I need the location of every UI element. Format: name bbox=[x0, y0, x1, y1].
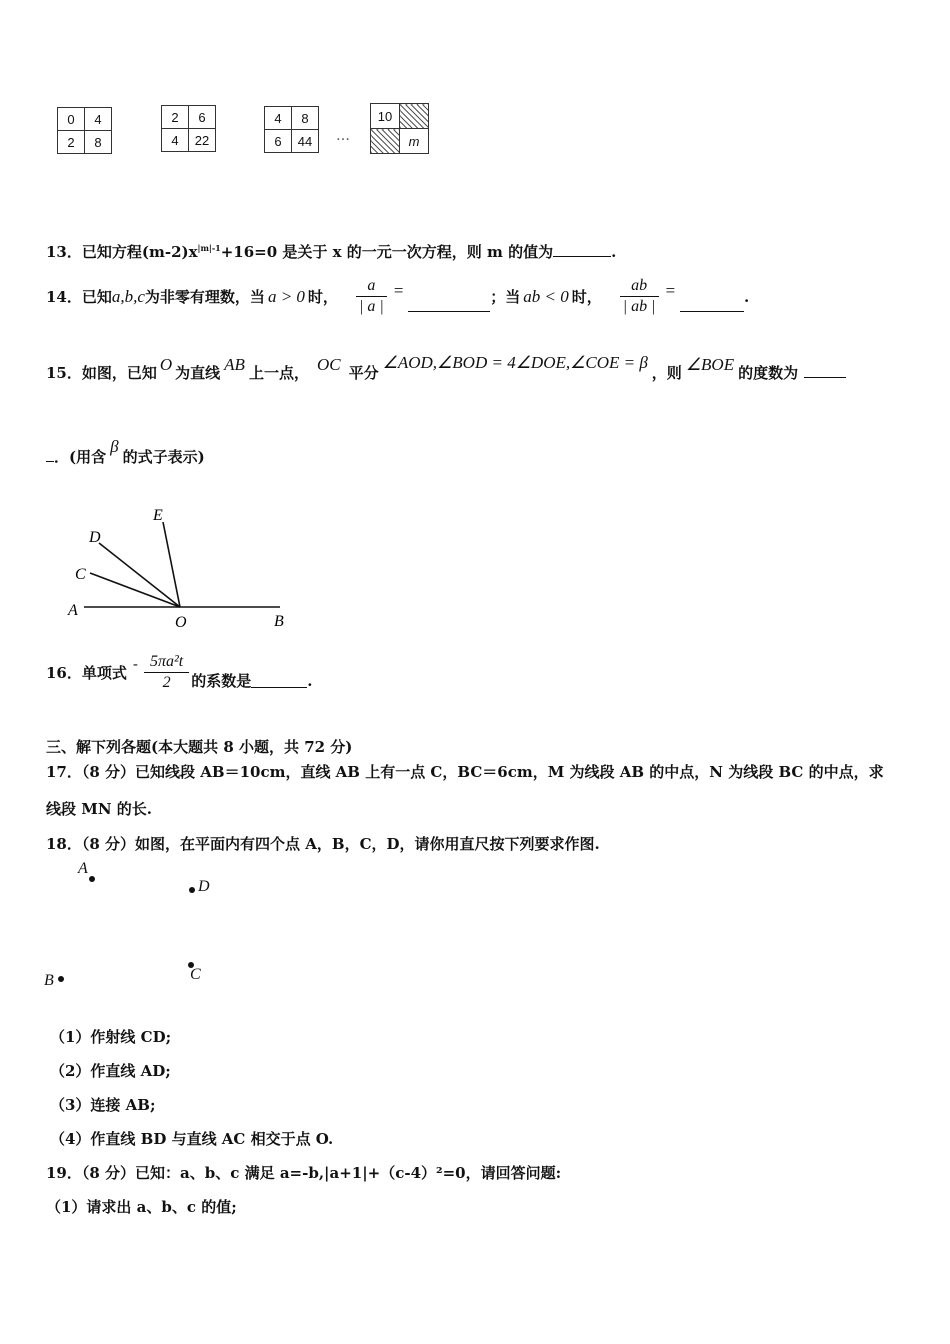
fraction-numerator: ab bbox=[620, 276, 659, 297]
point-label-A: A bbox=[78, 860, 88, 877]
q16-end: . bbox=[307, 671, 313, 690]
q18-item-1: （1）作射线 CD; bbox=[50, 1028, 172, 1046]
grid-cell: m bbox=[400, 129, 429, 154]
answer-blank[interactable] bbox=[46, 447, 54, 462]
point-label-D: D bbox=[198, 878, 210, 895]
angle-figure bbox=[60, 500, 300, 635]
q13-end: . bbox=[611, 243, 617, 261]
q14-fraction-1 bbox=[356, 276, 387, 317]
grid-cell: 6 bbox=[265, 130, 292, 153]
grid-cell: 4 bbox=[265, 107, 292, 130]
q14-lead: 14．已知 bbox=[46, 288, 112, 306]
grid-cell: 8 bbox=[85, 131, 112, 154]
q18-item-4: （4）作直线 BD 与直线 AC 相交于点 O. bbox=[50, 1130, 334, 1148]
grid-cell: 6 bbox=[189, 106, 216, 129]
question-15 bbox=[46, 353, 846, 383]
pattern-grid-2 bbox=[161, 105, 216, 152]
q15-lead: 15．如图，已知 bbox=[46, 364, 157, 382]
q18-item-2: （2）作直线 AD; bbox=[50, 1062, 171, 1080]
point-A-dot bbox=[89, 876, 95, 882]
q14-text: 时， bbox=[571, 288, 602, 306]
hatched-cell bbox=[371, 129, 400, 154]
hatched-cell bbox=[400, 104, 429, 129]
q16-lead: 16．单项式 bbox=[46, 664, 127, 682]
q15-line-AB: AB bbox=[224, 355, 245, 374]
q15-beta: β bbox=[110, 437, 119, 456]
question-19: 19．（8 分）已知：a、b、c 满足 a=-b,|a+1|+（c-4）²=0，请回答问题: bbox=[46, 1164, 562, 1182]
grid-cell: 10 bbox=[371, 104, 400, 129]
q15-angle-BOE: ∠BOE bbox=[685, 355, 735, 374]
answer-blank[interactable] bbox=[553, 242, 611, 257]
q13-text: 13．已知方程(m-2)x bbox=[46, 243, 198, 261]
q14-condition-1: a > 0 bbox=[267, 286, 305, 306]
point-D-dot bbox=[189, 887, 195, 893]
q15-text: 平分 bbox=[348, 364, 379, 382]
q14-text: 为非零有理数，当 bbox=[144, 288, 265, 306]
q14-text: ；当 bbox=[490, 288, 521, 306]
q19-item-1: （1）请求出 a、b、c 的值; bbox=[46, 1198, 237, 1216]
q15-point-O: O bbox=[159, 355, 173, 374]
fraction-denominator: | a | bbox=[358, 298, 384, 315]
question-16 bbox=[46, 652, 312, 693]
label-O: O bbox=[175, 614, 187, 631]
question-14 bbox=[46, 276, 749, 317]
fraction-numerator: 5πa²t bbox=[144, 652, 189, 673]
q15-text: ，则 bbox=[651, 364, 682, 382]
ray-OE bbox=[163, 522, 180, 607]
q15-ray-OC: OC bbox=[316, 355, 341, 374]
q13-tail: +16=0 是关于 x 的一元一次方程，则 m 的值为 bbox=[220, 243, 554, 261]
question-13 bbox=[46, 241, 616, 262]
label-E: E bbox=[153, 507, 163, 524]
q15-text: ．(用含 bbox=[54, 448, 107, 466]
question-15-line2 bbox=[46, 437, 205, 467]
question-17-line1: 17．（8 分）已知线段 AB＝10cm，直线 AB 上有一点 C，BC＝6cm，M 为线段 AB 的中点，N 为线段 BC 的中点，求 bbox=[46, 763, 884, 781]
q15-text: 为直线 bbox=[175, 364, 221, 382]
q18-item-3: （3）连接 AB; bbox=[50, 1096, 156, 1114]
pattern-grid-4 bbox=[370, 103, 429, 154]
label-C: C bbox=[75, 566, 86, 583]
q15-angles: ∠AOD,∠BOD = 4∠DOE,∠COE = β bbox=[382, 353, 648, 372]
grid-cell: 22 bbox=[189, 129, 216, 152]
grid-cell: 2 bbox=[58, 131, 85, 154]
q16-text: 的系数是 bbox=[191, 672, 252, 690]
grid-cell: 44 bbox=[292, 130, 319, 153]
ellipsis: … bbox=[336, 128, 350, 144]
question-17-line2: 线段 MN 的长. bbox=[46, 800, 152, 818]
point-label-B: B bbox=[44, 972, 54, 989]
points-figure bbox=[44, 860, 278, 990]
minus-sign: - bbox=[132, 654, 138, 673]
q15-text: 的式子表示) bbox=[122, 448, 205, 466]
answer-blank[interactable] bbox=[408, 297, 490, 312]
point-label-C: C bbox=[190, 966, 201, 983]
answer-blank[interactable] bbox=[804, 363, 846, 378]
q13-exponent: |m|-1 bbox=[197, 243, 221, 253]
fraction-denominator: 2 bbox=[162, 674, 171, 691]
q14-condition-2: ab < 0 bbox=[523, 286, 569, 306]
label-A: A bbox=[68, 602, 78, 619]
label-D: D bbox=[89, 529, 101, 546]
point-B-dot bbox=[58, 976, 64, 982]
fraction-numerator: a bbox=[356, 276, 387, 297]
grid-cell: 4 bbox=[85, 108, 112, 131]
answer-blank[interactable] bbox=[680, 297, 744, 312]
ray-OC bbox=[90, 573, 180, 607]
fraction-denominator: | ab | bbox=[622, 298, 656, 315]
grid-cell: 8 bbox=[292, 107, 319, 130]
equals-sign: = bbox=[392, 280, 405, 300]
q14-fraction-2 bbox=[620, 276, 659, 317]
label-B: B bbox=[274, 613, 284, 630]
q16-fraction bbox=[144, 652, 189, 693]
pattern-grid-1 bbox=[57, 107, 112, 154]
grid-cell: 2 bbox=[162, 106, 189, 129]
q15-text: 上一点， bbox=[248, 364, 309, 382]
grid-cell: 0 bbox=[58, 108, 85, 131]
question-18: 18．（8 分）如图，在平面内有四个点 A，B，C，D，请你用直尺按下列要求作图. bbox=[46, 835, 600, 853]
q14-vars: a,b,c bbox=[111, 286, 145, 306]
pattern-grid-3 bbox=[264, 106, 319, 153]
section-heading: 三、解下列各题(本大题共 8 小题，共 72 分) bbox=[46, 738, 353, 756]
ray-OD bbox=[99, 543, 180, 607]
grid-cell: 4 bbox=[162, 129, 189, 152]
equals-sign: = bbox=[664, 280, 677, 300]
answer-blank[interactable] bbox=[251, 673, 307, 688]
q14-text: 时， bbox=[307, 288, 338, 306]
q14-end: . bbox=[744, 287, 750, 306]
q15-text: 的度数为 bbox=[738, 364, 799, 382]
